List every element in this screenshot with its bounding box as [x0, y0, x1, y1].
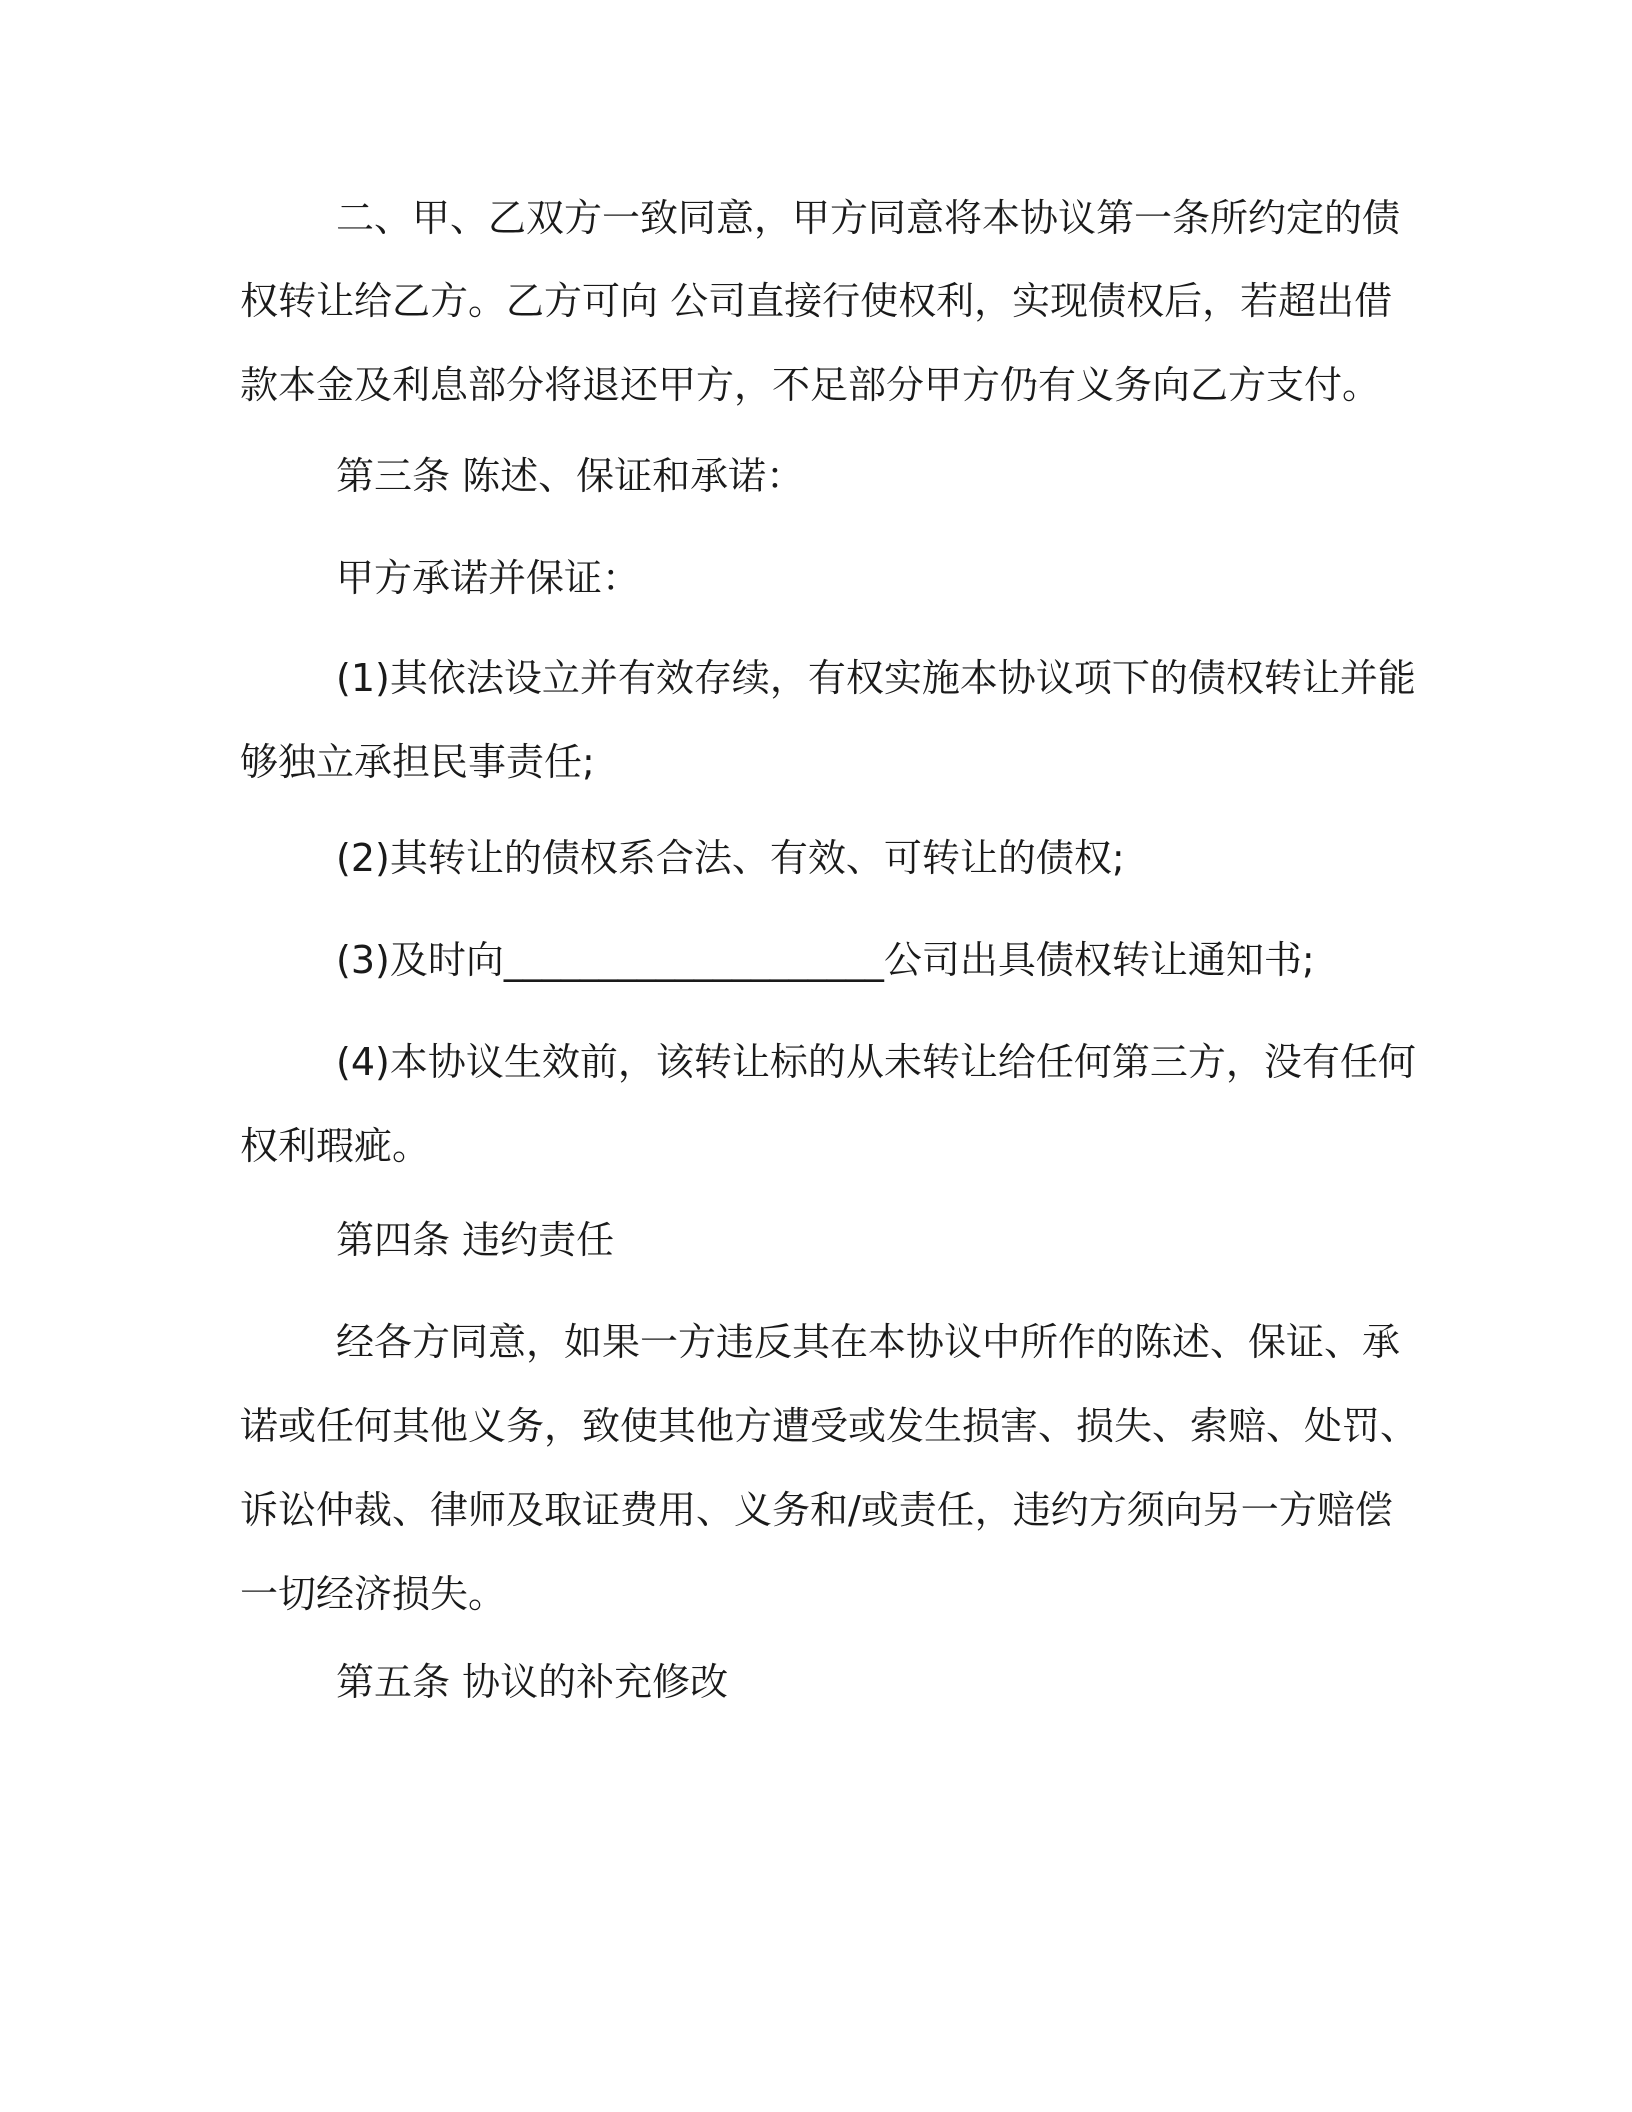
text-line: (4)本协议生效前，该转让标的从未转让给任何第三方，没有任何 — [336, 1040, 1416, 1084]
text-line: 二、甲、乙双方一致同意，甲方同意将本协议第一条所约定的债 — [336, 196, 1401, 240]
text-line: 一切经济损失。 — [240, 1572, 507, 1616]
item-3: (3)及时向____________________公司出具债权转让通知书; — [336, 938, 1315, 982]
text-line: 款本金及利息部分将退还甲方，不足部分甲方仍有义务向乙方支付。 — [240, 363, 1381, 407]
article-3-heading: 第三条 陈述、保证和承诺： — [336, 454, 805, 498]
text-line: 权利瑕疵。 — [240, 1124, 431, 1168]
article-5-heading: 第五条 协议的补充修改 — [336, 1660, 729, 1704]
text-line: 诉讼仲裁、律师及取证费用、义务和/或责任，违约方须向另一方赔偿 — [240, 1488, 1393, 1532]
text-line: 权转让给乙方。乙方可向 公司直接行使权利，实现债权后，若超出借 — [240, 279, 1393, 323]
text-line: (1)其依法设立并有效存续，有权实施本协议项下的债权转让并能 — [336, 656, 1416, 700]
article-4-heading: 第四条 违约责任 — [336, 1218, 615, 1262]
item-2: (2)其转让的债权系合法、有效、可转让的债权; — [336, 836, 1125, 880]
text-line: 诺或任何其他义务，致使其他方遭受或发生损害、损失、索赔、处罚、 — [240, 1404, 1419, 1448]
item-4 — [240, 1020, 1416, 1188]
paragraph-consent — [240, 176, 1401, 427]
item-1 — [240, 636, 1416, 804]
text-line: 够独立承担民事责任; — [240, 740, 595, 784]
article-4-body — [240, 1300, 1419, 1636]
party-a-warrants-heading: 甲方承诺并保证： — [336, 556, 641, 600]
text-line: 经各方同意，如果一方违反其在本协议中所作的陈述、保证、承 — [336, 1320, 1401, 1364]
